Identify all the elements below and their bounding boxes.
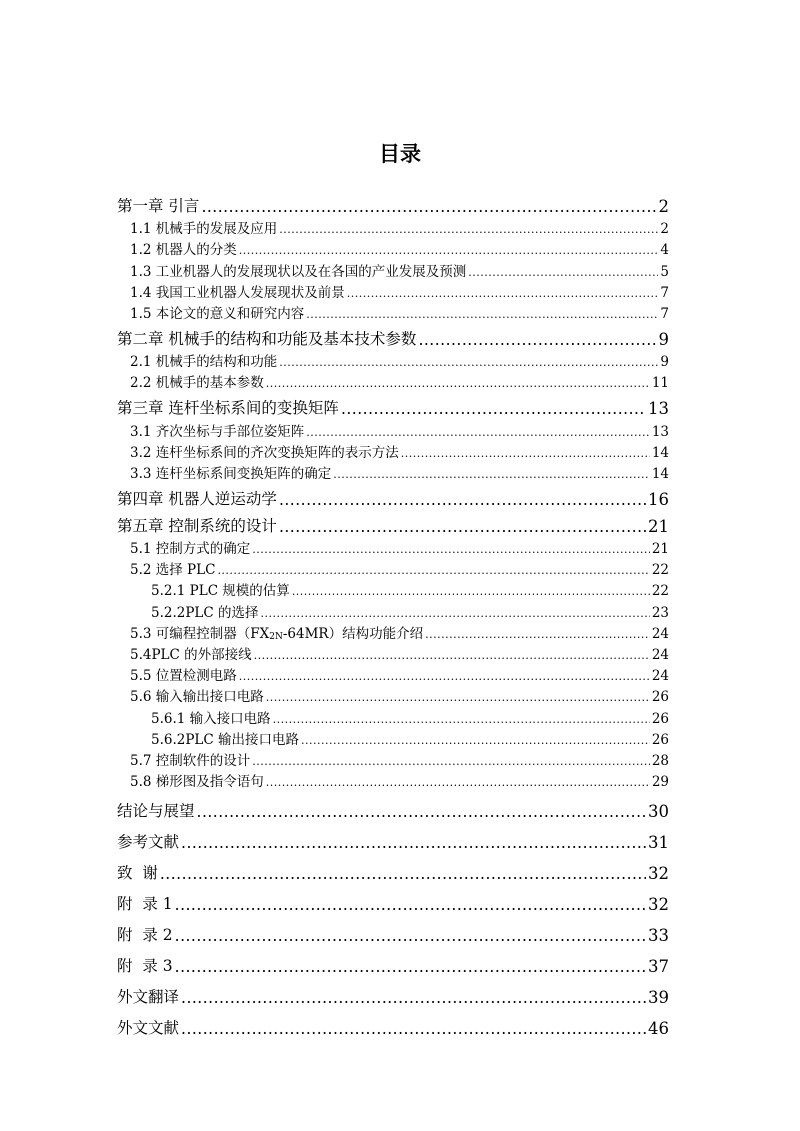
dot-leader (261, 605, 650, 621)
toc-entry-5-6-1[interactable] (117, 705, 669, 726)
toc-page: 32 (648, 895, 669, 915)
dot-leader (279, 518, 646, 536)
dot-leader (341, 400, 646, 418)
toc-page: 14 (651, 444, 669, 461)
toc-entry-5-2[interactable] (117, 557, 669, 578)
toc-page: 4 (660, 242, 669, 259)
toc-label: 第一章 引言 (117, 197, 200, 215)
dot-leader (301, 732, 650, 748)
toc-page: 39 (648, 988, 669, 1008)
toc-label: 第二章 机械手的结构和功能及基本技术参数 (117, 329, 417, 348)
toc-page: 24 (651, 668, 669, 685)
toc-label: 第五章 控制系统的设计 (117, 516, 277, 535)
toc-label: 第三章 连杆坐标系间的变换矩阵 (117, 399, 339, 418)
toc-label: 第四章 机器人逆运动学 (117, 489, 277, 508)
dot-leader (273, 711, 650, 727)
toc-entry-1-5[interactable] (117, 301, 669, 322)
toc-entry-1-3[interactable] (117, 258, 669, 279)
toc-label: 外文翻译 (117, 988, 180, 1007)
toc-label: 5.6 输入输出接口电路 (130, 689, 264, 706)
dot-leader (197, 803, 646, 821)
toc-label: 附 录 1 (117, 895, 173, 914)
dot-leader (252, 753, 650, 769)
toc-entry-1-2[interactable] (117, 237, 669, 258)
toc-page: 22 (651, 562, 669, 579)
toc-entry-chapter-3[interactable] (117, 394, 669, 418)
toc-page: 21 (648, 516, 669, 536)
dot-leader (333, 466, 650, 482)
toc-page: 24 (651, 647, 669, 663)
toc-page: 32 (648, 864, 669, 884)
toc-page: 11 (651, 375, 669, 392)
toc-entry-references[interactable] (117, 828, 669, 852)
dot-leader (252, 541, 650, 557)
toc-page: 5 (660, 263, 669, 280)
toc-label: 参考文献 (117, 833, 180, 852)
dot-leader (418, 331, 656, 349)
dot-leader (239, 242, 659, 258)
dot-leader (266, 774, 650, 790)
toc-entry-5-3[interactable] (117, 621, 669, 642)
toc-page: 2 (658, 197, 669, 216)
table-of-contents (117, 192, 669, 1038)
toc-label: 3.2 连杆坐标系间的齐次变换矩阵的表示方法 (130, 444, 399, 461)
toc-page: 26 (651, 710, 669, 727)
toc-label: 1.1 机械手的发展及应用 (130, 221, 278, 238)
toc-page: 26 (651, 731, 669, 748)
toc-label (130, 622, 423, 642)
toc-page: 16 (648, 489, 669, 509)
toc-label: 3.3 连杆坐标系间变换矩阵的确定 (130, 465, 332, 482)
toc-label: 5.6.2PLC 输出接口电路 (151, 731, 300, 748)
toc-label: 5.1 控制方式的确定 (130, 541, 251, 558)
dot-leader (175, 896, 646, 914)
toc-label: 5.6.1 输入接口电路 (151, 710, 271, 727)
toc-page: 13 (648, 399, 669, 419)
toc-entry-3-2[interactable] (117, 440, 669, 461)
toc-entry-appendix-3[interactable] (117, 952, 669, 976)
toc-entry-2-2[interactable] (117, 370, 669, 391)
toc-page: 37 (648, 957, 669, 977)
toc-label: 外文文献 (117, 1019, 180, 1038)
toc-entry-5-4[interactable] (117, 642, 669, 663)
dot-leader (292, 583, 650, 599)
toc-entry-5-6[interactable] (117, 684, 669, 705)
toc-page: 23 (651, 604, 669, 621)
toc-page: 21 (651, 541, 669, 558)
dot-leader (160, 865, 646, 883)
toc-entry-3-3[interactable] (117, 461, 669, 482)
toc-entry-appendix-2[interactable] (117, 921, 669, 945)
dot-leader (181, 834, 646, 852)
toc-entry-5-7[interactable] (117, 748, 669, 769)
dot-leader (266, 689, 650, 705)
toc-page: 2 (660, 221, 669, 238)
dot-leader (401, 445, 650, 461)
toc-entry-conclusion[interactable] (117, 797, 669, 821)
toc-entry-translation[interactable] (117, 983, 669, 1007)
dot-leader (175, 927, 646, 945)
toc-label: 5.7 控制软件的设计 (130, 752, 251, 769)
dot-leader (468, 264, 658, 280)
toc-page: 14 (651, 465, 669, 482)
toc-label: 5.2.1 PLC 规模的估算 (151, 583, 290, 600)
dot-leader (306, 306, 658, 322)
toc-entry-5-2-1[interactable] (117, 578, 669, 599)
toc-label: 5.8 梯形图及指令语句 (130, 774, 264, 791)
toc-page: 31 (648, 833, 669, 853)
toc-label: 3.1 齐次坐标与手部位姿矩阵 (130, 423, 305, 440)
toc-page: 7 (660, 284, 669, 301)
toc-page: 30 (648, 802, 669, 822)
page-title: 目录 (379, 142, 421, 166)
dot-leader (279, 221, 658, 237)
toc-label: 1.3 工业机器人的发展现状以及在各国的产业发展及预测 (130, 263, 467, 280)
toc-entry-5-2-2[interactable] (117, 599, 669, 620)
toc-page: 24 (651, 625, 669, 642)
toc-page: 33 (648, 926, 669, 946)
toc-label: 结论与展望 (117, 802, 195, 821)
dot-leader (347, 285, 659, 301)
toc-label: 1.4 我国工业机器人发展现状及前景 (130, 284, 345, 301)
dot-leader (425, 626, 650, 642)
toc-label: 5.2 选择 PLC (130, 562, 216, 579)
dot-leader (217, 562, 649, 578)
toc-entry-3-1[interactable] (117, 418, 669, 439)
toc-entry-5-5[interactable] (117, 663, 669, 684)
toc-page: 46 (648, 1019, 669, 1039)
toc-entry-appendix-1[interactable] (117, 890, 669, 914)
toc-entry-chapter-4[interactable] (117, 485, 669, 509)
toc-page: 9 (660, 354, 669, 371)
dot-leader (279, 354, 658, 370)
dot-leader (175, 958, 646, 976)
dot-leader (306, 424, 650, 440)
dot-leader (266, 375, 650, 391)
toc-label: 附 录 2 (117, 926, 173, 945)
toc-page: 26 (651, 689, 669, 706)
toc-label: 5.5 位置检测电路 (130, 668, 237, 685)
toc-entry-acknowledgements[interactable] (117, 859, 669, 883)
toc-label: 5.4PLC 的外部接线 (130, 647, 252, 663)
toc-label-subscript: 2N (269, 631, 283, 642)
toc-entry-1-1[interactable] (117, 216, 669, 237)
toc-page: 29 (651, 774, 669, 791)
dot-leader (201, 198, 656, 216)
toc-label: 附 录 3 (117, 957, 173, 976)
toc-page: 9 (658, 329, 669, 349)
dot-leader (279, 491, 646, 509)
toc-label-pre: 5.3 可编程控制器（FX (130, 625, 270, 642)
toc-label: 致 谢 (117, 864, 158, 883)
toc-page: 13 (651, 423, 669, 440)
toc-page: 22 (651, 583, 669, 600)
toc-entry-5-6-2[interactable] (117, 727, 669, 748)
dot-leader (181, 1020, 646, 1038)
toc-page: 28 (651, 752, 669, 769)
dot-leader (181, 989, 646, 1007)
toc-entry-foreign-literature[interactable] (117, 1014, 669, 1038)
dot-leader (239, 668, 650, 684)
toc-entry-chapter-1[interactable] (117, 192, 669, 216)
toc-label: 2.2 机械手的基本参数 (130, 375, 264, 392)
toc-entry-1-4[interactable] (117, 280, 669, 301)
toc-label-post: -64MR）结构功能介绍 (282, 625, 424, 642)
toc-entry-5-8[interactable] (117, 769, 669, 790)
toc-label: 5.2.2PLC 的选择 (151, 604, 259, 621)
toc-entry-chapter-5[interactable] (117, 512, 669, 536)
toc-label: 2.1 机械手的结构和功能 (130, 354, 278, 371)
toc-label: 1.5 本论文的意义和研究内容 (130, 305, 305, 322)
toc-label: 1.2 机器人的分类 (130, 242, 237, 259)
toc-entry-chapter-2[interactable] (117, 325, 669, 349)
dot-leader (254, 647, 650, 663)
toc-page: 7 (660, 305, 669, 322)
toc-entry-5-1[interactable] (117, 536, 669, 557)
toc-entry-2-1[interactable] (117, 349, 669, 370)
